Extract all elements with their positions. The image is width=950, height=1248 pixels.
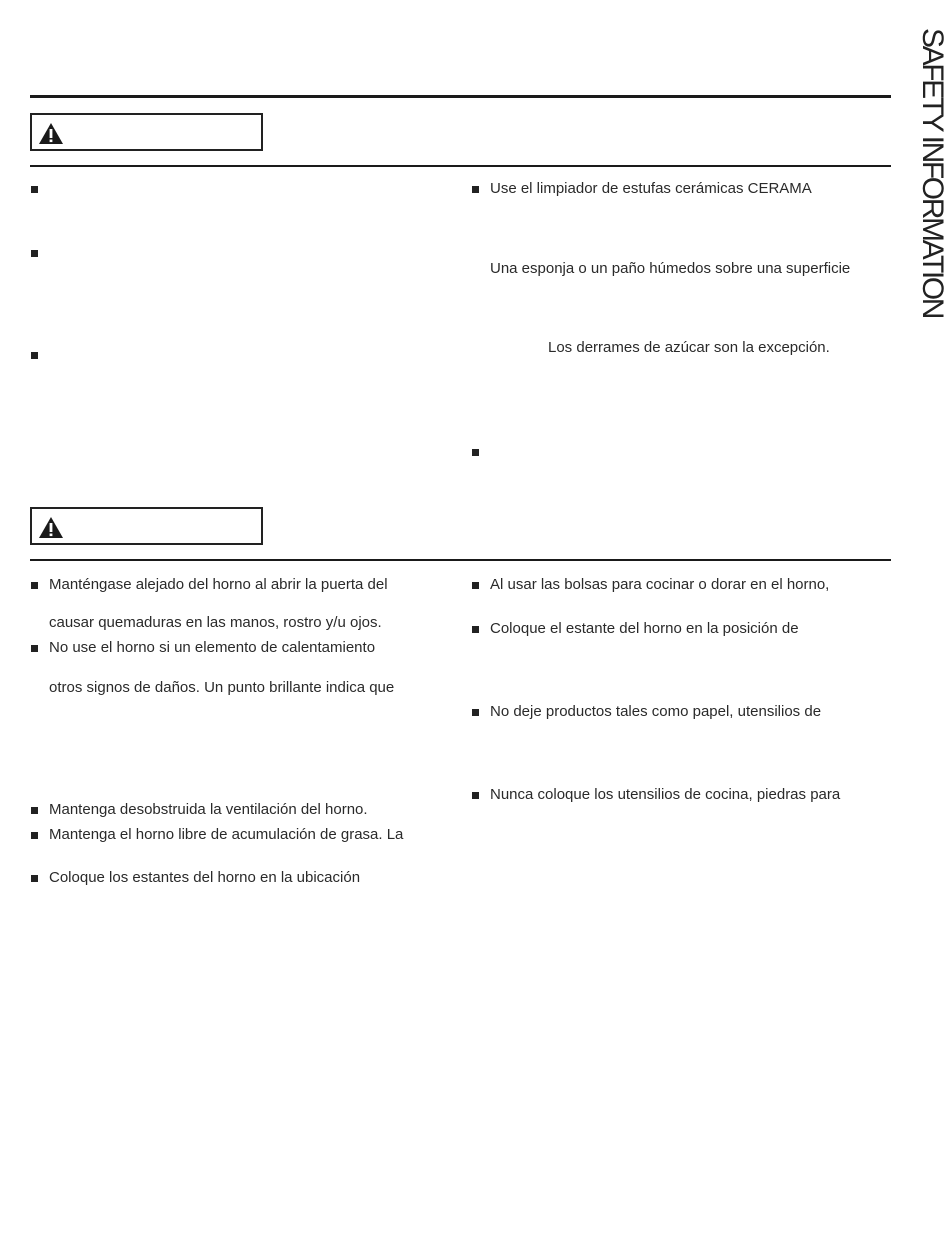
- section2-left-item3-line1: Mantenga desobstruida la ventilación del horno.: [49, 801, 368, 818]
- section2-warning-box: [30, 507, 263, 545]
- section1-right-item1-line2: Una esponja o un paño húmedos sobre una superficie: [490, 260, 851, 277]
- section1-right-item1-line3: Los derrames de azúcar son la excepción.: [548, 339, 830, 356]
- section1-right-bullet-2: [472, 449, 479, 456]
- section1-top-rule: [30, 95, 891, 98]
- section2-left-bullet-2: [31, 645, 38, 652]
- section2-right-item3-line1: No deje productos tales como papel, utensilios de: [490, 703, 822, 720]
- section2-header-rule: [30, 559, 891, 561]
- section2-left-item1-line2: causar quemaduras en las manos, rostro y/u ojos.: [49, 614, 382, 631]
- section2-right-bullet-3: [472, 709, 479, 716]
- section2-right-item1-line1: Al usar las bolsas para cocinar o dorar en el horno,: [490, 576, 830, 593]
- section2-left-bullet-3: [31, 807, 38, 814]
- section1-warning-box: [30, 113, 263, 151]
- section2-right-bullet-1: [472, 582, 479, 589]
- warning-triangle-icon: [38, 516, 64, 539]
- section1-right-item1-line1: Use el limpiador de estufas cerámicas CERAMA: [490, 180, 812, 197]
- section2-right-item4-line1: Nunca coloque los utensilios de cocina, piedras para: [490, 786, 841, 803]
- section2-right-item2-line1: Coloque el estante del horno en la posición de: [490, 620, 799, 637]
- section2-left-bullet-4: [31, 832, 38, 839]
- section2-left-item1-line1: Manténgase alejado del horno al abrir la puerta del: [49, 576, 388, 593]
- section2-left-bullet-5: [31, 875, 38, 882]
- section2-left-item2-line1: No use el horno si un elemento de calentamiento: [49, 639, 376, 656]
- section1-header-rule: [30, 165, 891, 167]
- section2-left-item2-line2: otros signos de daños. Un punto brillante indica que: [49, 679, 395, 696]
- section1-left-bullet-1: [31, 186, 38, 193]
- section1-left-bullet-3: [31, 352, 38, 359]
- side-section-label: SAFETY INFORMATION: [916, 28, 949, 318]
- warning-triangle-icon: [38, 122, 64, 145]
- section2-left-bullet-1: [31, 582, 38, 589]
- section2-left-item5-line1: Coloque los estantes del horno en la ubicación: [49, 869, 361, 886]
- section2-right-bullet-2: [472, 626, 479, 633]
- section1-left-bullet-2: [31, 250, 38, 257]
- section1-right-bullet-1: [472, 186, 479, 193]
- section2-left-item4-line1: Mantenga el horno libre de acumulación de grasa. La: [49, 826, 404, 843]
- section2-right-bullet-4: [472, 792, 479, 799]
